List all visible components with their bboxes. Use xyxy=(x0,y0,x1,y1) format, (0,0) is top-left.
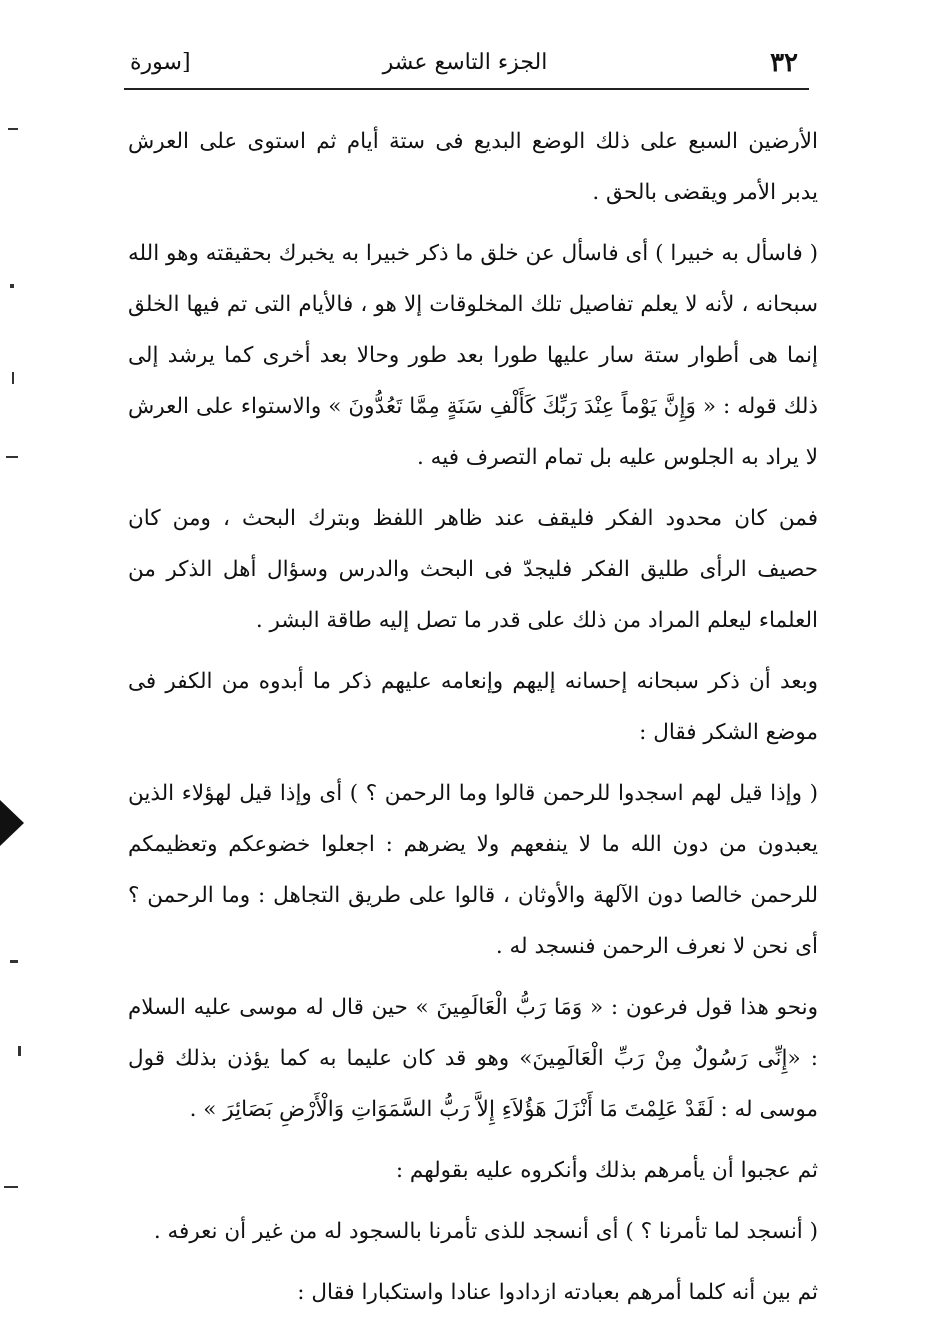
scan-speck xyxy=(10,284,14,288)
surah-label: [سورة xyxy=(130,50,191,75)
scan-speck xyxy=(8,128,18,130)
binding-shadow xyxy=(0,800,24,846)
paragraph-6: ونحو هذا قول فرعون : « وَمَا رَبُّ الْعَالَمِينَ » حين قال له موسى عليه السلام : «إِنِّى رَسُولٌ مِنْ رَبِّ الْعَالَمِينَ» وهو قد كان عليما به كما يؤذن بذلك قول موسى له : لَقَدْ عَلِمْتَ مَا أَنْزَلَ هَؤُلاَءِ إِلاَّ رَبُّ السَّمَوَاتِ وَالْأَرْضِ بَصَائِرَ » . xyxy=(128,995,818,1122)
page-header xyxy=(120,44,810,84)
scan-speck xyxy=(6,456,18,458)
scan-speck xyxy=(12,372,14,384)
scan-margin-marks xyxy=(0,0,60,1309)
paragraph-7: ثم عجبوا أن يأمرهم بذلك وأنكروه عليه بقولهم : xyxy=(395,1158,818,1183)
scan-speck xyxy=(4,1186,18,1188)
paragraph-9: ثم بين أنه كلما أمرهم بعبادته ازدادوا عنادا واستكبارا فقال : xyxy=(297,1280,818,1305)
paragraph-4: وبعد أن ذكر سبحانه إحسانه إليهم وإنعامه عليهم ذكر ما أبدوه من الكفر فى موضع الشكر فقال : xyxy=(128,669,818,745)
page-body xyxy=(128,116,818,1328)
scan-speck xyxy=(18,1046,21,1056)
paragraph-3: فمن كان محدود الفكر فليقف عند ظاهر اللفظ وبترك البحث ، ومن كان حصيف الرأى طليق الفكر فليجدّ فى البحث والدرس وسؤال أهل الذكر من العلماء ليعلم المراد من ذلك على قدر ما تصل إليه طاقة البشر . xyxy=(128,506,818,633)
paragraph-5: ( وإذا قيل لهم اسجدوا للرحمن قالوا وما الرحمن ؟ ) أى وإذا قيل لهؤلاء الذين يعبدون من دون الله ما لا ينفعهم ولا يضرهم : اجعلوا خضوعكم وتعظيمكم للرحمن خالصا دون الآلهة والأوثان ، قالوا على طريق التجاهل : وما الرحمن ؟ أى نحن لا نعرف الرحمن فنسجد له . xyxy=(128,781,818,959)
paragraph-8: ( أنسجد لما تأمرنا ؟ ) أى أنسجد للذى تأمرنا بالسجود له من غير أن نعرفه . xyxy=(153,1219,818,1244)
page-number: ٣٢ xyxy=(770,48,798,78)
paragraph-2: ( فاسأل به خبيرا ) أى فاسأل عن خلق ما ذكر خبيرا به يخبرك بحقيقته وهو الله سبحانه ، لأنه لا يعلم تفاصيل تلك المخلوقات إلا هو ، فالأيام التى تم فيها الخلق إنما هى أطوار ستة سار عليها طورا بعد طور وحالا بعد أخرى كما يرشد إلى ذلك قوله : « وَإِنَّ يَوْماً عِنْدَ رَبِّكَ كَأَلْفِ سَنَةٍ مِمَّا تَعُدُّونَ » والاستواء على العرش لا يراد به الجلوس عليه بل تمام التصرف فيه . xyxy=(128,241,818,470)
header-rule xyxy=(124,88,809,90)
paragraph-1: الأرضين السبع على ذلك الوضع البديع فى ستة أيام ثم استوى على العرش يدبر الأمر ويقضى بالحق . xyxy=(128,129,818,205)
scan-speck xyxy=(10,960,18,963)
part-title: الجزء التاسع عشر xyxy=(382,50,548,75)
